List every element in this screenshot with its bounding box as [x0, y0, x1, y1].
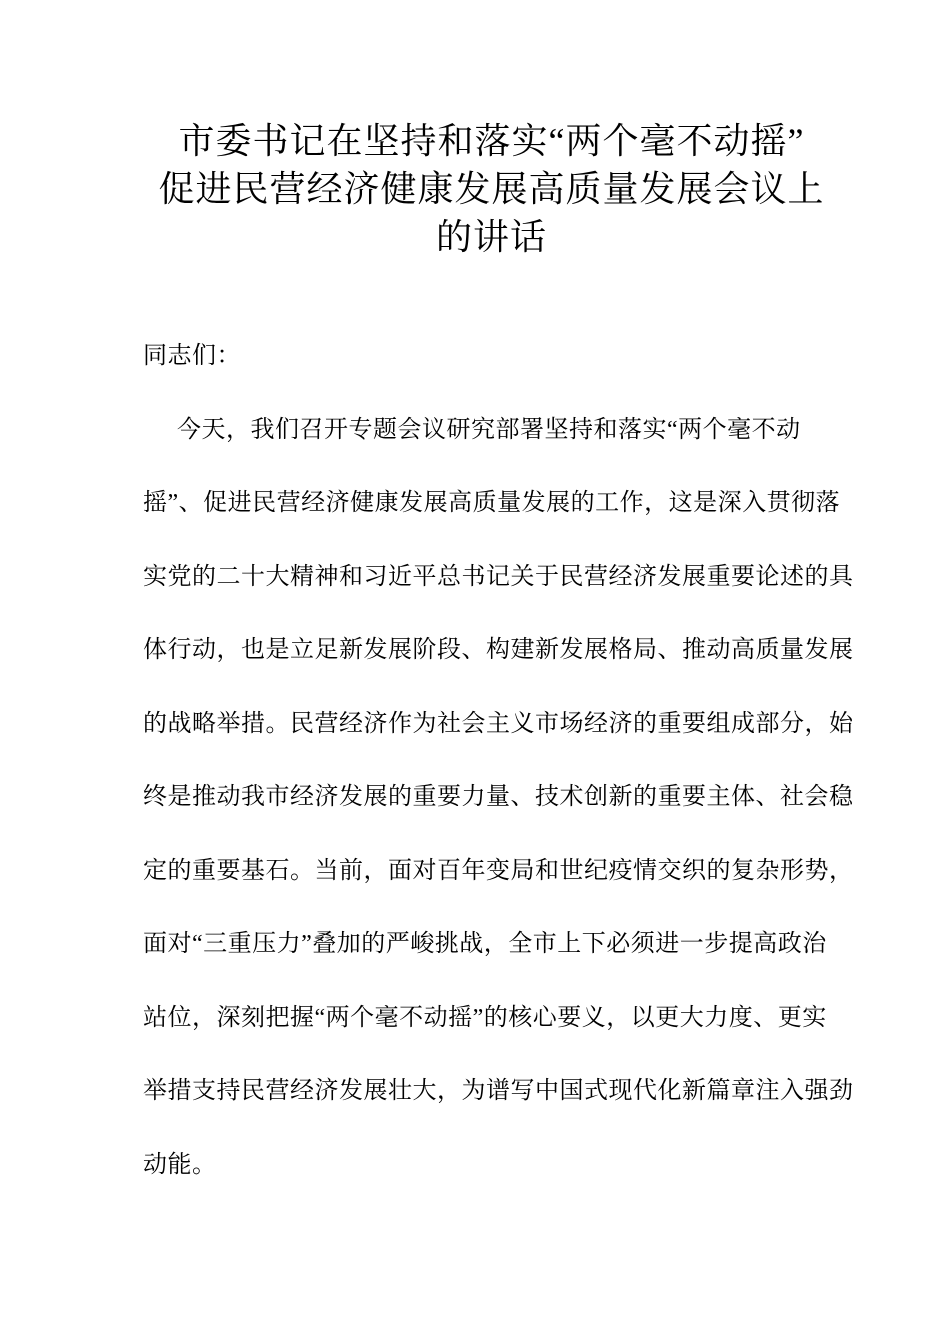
paragraph-line-7: 定的重要基石。当前，面对百年变局和世纪疫情交织的复杂形势， [143, 857, 854, 884]
paragraph-line-3: 实党的二十大精神和习近平总书记关于民营经济发展重要论述的具 [143, 563, 854, 590]
paragraph-line-5: 的战略举措。民营经济作为社会主义市场经济的重要组成部分，始 [143, 710, 854, 737]
paragraph-line-2: 摇”、促进民营经济健康发展高质量发展的工作，这是深入贯彻落 [143, 490, 841, 516]
paragraph-line-10: 举措支持民营经济发展壮大，为谱写中国式现代化新篇章注入强劲 [143, 1078, 854, 1104]
paragraph-line-4: 体行动，也是立足新发展阶段、构建新发展格局、推动高质量发展 [143, 637, 854, 663]
document-title [143, 117, 840, 261]
title-line-2: 促进民营经济健康发展高质量发展会议上 [158, 169, 825, 209]
salutation: 同志们： [143, 343, 241, 369]
paragraph-line-6: 终是推动我市经济发展的重要力量、技术创新的重要主体、社会稳 [143, 784, 854, 810]
title-line-3: 的讲话 [435, 217, 547, 257]
paragraph-line-11: 动能。 [143, 1151, 217, 1178]
title-line-1: 市委书记在坚持和落实“两个毫不动摇” [178, 121, 805, 161]
paragraph-line-8: 面对“三重压力”叠加的严峻挑战，全市上下必须进一步提高政治 [143, 931, 827, 957]
paragraph-line-1: 今天，我们召开专题会议研究部署坚持和落实“两个毫不动 [177, 416, 801, 443]
document-body [143, 320, 854, 1202]
paragraph-line-9: 站位，深刻把握“两个毫不动摇”的核心要义，以更大力度、更实 [143, 1004, 827, 1031]
